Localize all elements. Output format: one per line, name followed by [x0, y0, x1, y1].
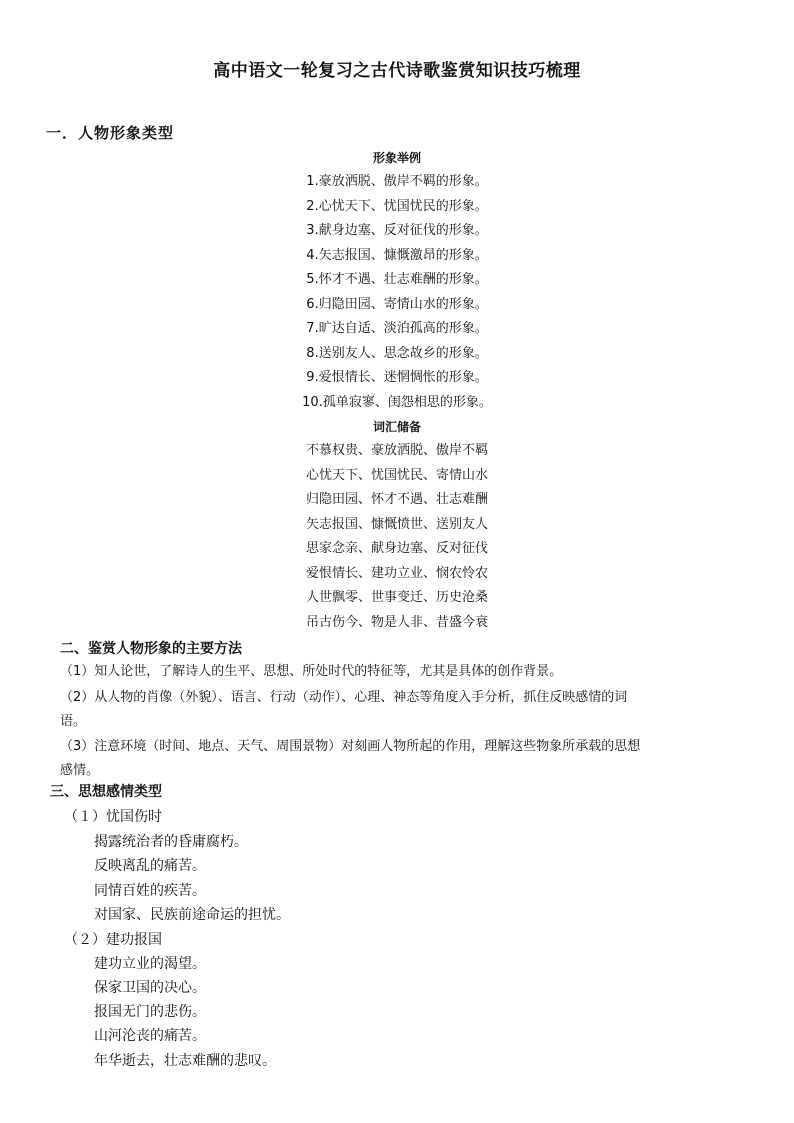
group2-label: （２）建功报国	[64, 932, 162, 948]
vocab-item: 人世飘零、世事变迁、历史沧桑	[305, 590, 488, 605]
group1-item: 同情百姓的疾苦。	[94, 883, 206, 899]
example-item: 2.心忧天下、忧国忧民的形象。	[306, 198, 488, 214]
page-title: 高中语文一轮复习之古代诗歌鉴赏知识技巧梳理	[213, 61, 581, 81]
group1-item: 对国家、民族前途命运的担忧。	[94, 907, 290, 923]
group2-item: 建功立业的渴望。	[94, 956, 206, 972]
group1-label: （１）忧国伤时	[64, 809, 162, 825]
group2-item: 山河沦丧的痛苦。	[94, 1028, 206, 1044]
group1-item: 反映离乱的痛苦。	[94, 858, 206, 874]
group2-item: 保家卫国的决心。	[94, 980, 206, 996]
example-item: 5.怀才不遇、壮志难酬的形象。	[306, 272, 488, 287]
example-item: 9.爱恨情长、迷惘惆怅的形象。	[306, 370, 488, 385]
examples-block	[0, 146, 794, 635]
group2-item: 年华逝去，壮志难酬的悲叹。	[94, 1053, 276, 1069]
example-item: 10.孤单寂寥、闺怨相思的形象。	[302, 394, 492, 410]
method-paragraph-3-cont: 感情。	[60, 763, 100, 778]
method-paragraph-2-cont: 语。	[60, 714, 87, 729]
example-item: 8.送别友人、思念故乡的形象。	[306, 345, 488, 361]
vocab-item: 不慕权贵、豪放洒脱、傲岸不羁	[305, 443, 488, 458]
vocab-item: 矢志报国、慷慨愤世、送别友人	[305, 516, 488, 532]
group2-item: 报国无门的悲伤。	[94, 1004, 206, 1020]
section1-heading: 一．人物形象类型	[46, 124, 175, 142]
vocab-item: 吊古伤今、物是人非、昔盛今衰	[305, 614, 488, 630]
example-item: 4.矢志报国、慷慨激昂的形象。	[306, 247, 488, 263]
example-item: 1.豪放洒脱、傲岸不羁的形象。	[306, 174, 488, 189]
method-paragraph-3: （3）注意环境（时间、地点、天气、周围景物）对刻画人物所起的作用，理解这些物象所承载的思想	[60, 739, 641, 754]
examples-title: 形象举例	[372, 151, 421, 165]
vocab-title: 词汇储备	[372, 420, 421, 434]
vocab-item: 思家念亲、献身边塞、反对征伐	[305, 541, 488, 556]
vocab-item: 归隐田园、怀才不遇、壮志难酬	[305, 492, 488, 507]
method-paragraph-1: （1）知人论世，了解诗人的生平、思想、所处时代的特征等，尤其是具体的创作背景。	[60, 664, 563, 679]
section2-heading: 二、鉴赏人物形象的主要方法	[60, 641, 242, 657]
example-item: 3.献身边塞、反对征伐的形象。	[306, 223, 488, 238]
section3-heading: 三、思想感情类型	[50, 784, 162, 800]
group1-item: 揭露统治者的昏庸腐朽。	[94, 834, 248, 850]
vocab-item: 心忧天下、忧国忧民、寄情山水	[305, 467, 488, 483]
method-paragraph-2: （2）从人物的肖像（外貌）、语言、行动（动作）、心理、神态等角度入手分析，抓住反映感情的词	[60, 690, 628, 705]
example-item: 7.旷达自适、淡泊孤高的形象。	[306, 321, 488, 336]
example-item: 6.归隐田园、寄情山水的形象。	[306, 296, 488, 312]
vocab-item: 爱恨情长、建功立业、悯农怜农	[305, 565, 488, 581]
